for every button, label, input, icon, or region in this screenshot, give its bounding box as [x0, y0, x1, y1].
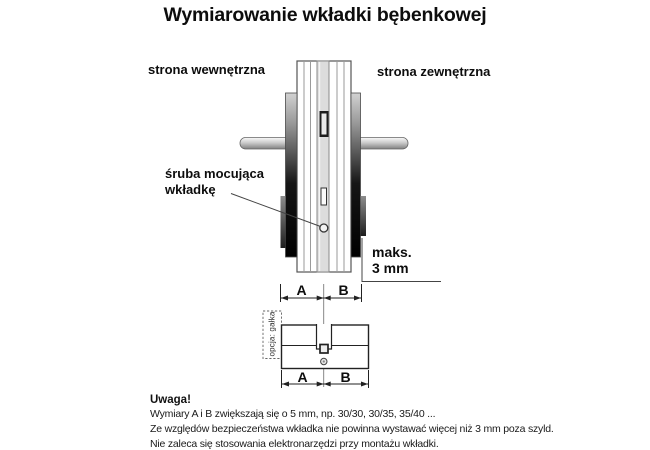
- cam-slot: [320, 111, 329, 137]
- screw-channel: [321, 188, 327, 205]
- label-outer-side: strona zewnętrzna: [377, 63, 491, 79]
- screw-label: [165, 166, 264, 198]
- lower-dim-b-label: B: [340, 368, 351, 385]
- note-line-1: Wymiary A i B zwiększają się o 5 mm, np. 30/30, 30/35, 35/40 ...: [150, 407, 436, 420]
- upper-dim-b-label: B: [338, 282, 349, 298]
- escutcheon-right: [351, 93, 361, 257]
- spindle-rod-left: [240, 138, 292, 150]
- dimension-upper: [281, 284, 362, 302]
- cam: [320, 345, 328, 354]
- label-inner-side: strona wewnętrzna: [148, 62, 266, 77]
- upper-dim-a-label: A: [296, 282, 307, 298]
- note-line-3: Nie zaleca się stosowania elektronarzędzi przy montażu wkładki.: [150, 437, 439, 450]
- max-protrusion-line2: 3 mm: [372, 260, 409, 276]
- fixing-screw: [320, 224, 328, 232]
- max-protrusion-line1: maks.: [372, 244, 412, 260]
- escutcheon-left: [286, 93, 298, 257]
- cylinder-profile-view: [263, 311, 369, 369]
- spindle-rod-right: [355, 138, 408, 150]
- knob-option-label: opcja: gałka: [267, 311, 277, 357]
- max-protrusion-label: [372, 244, 412, 276]
- dimension-lower: [282, 370, 369, 388]
- escutcheon-right-pad: [361, 196, 367, 236]
- screw-label-line1: śruba mocująca: [165, 166, 264, 181]
- note-line-2: Ze względów bezpieczeństwa wkładka nie powinna wystawać więcej niż 3 mm poza szyld.: [150, 422, 554, 435]
- lower-dim-a-label: A: [297, 368, 308, 385]
- door-cross-section: [297, 61, 351, 272]
- screw-label-line2: wkładkę: [165, 182, 216, 197]
- escutcheon-left-pad: [281, 196, 286, 248]
- page-title: Wymiarowanie wkładki bębenkowej: [163, 4, 487, 26]
- notes-heading: Uwaga!: [150, 394, 191, 406]
